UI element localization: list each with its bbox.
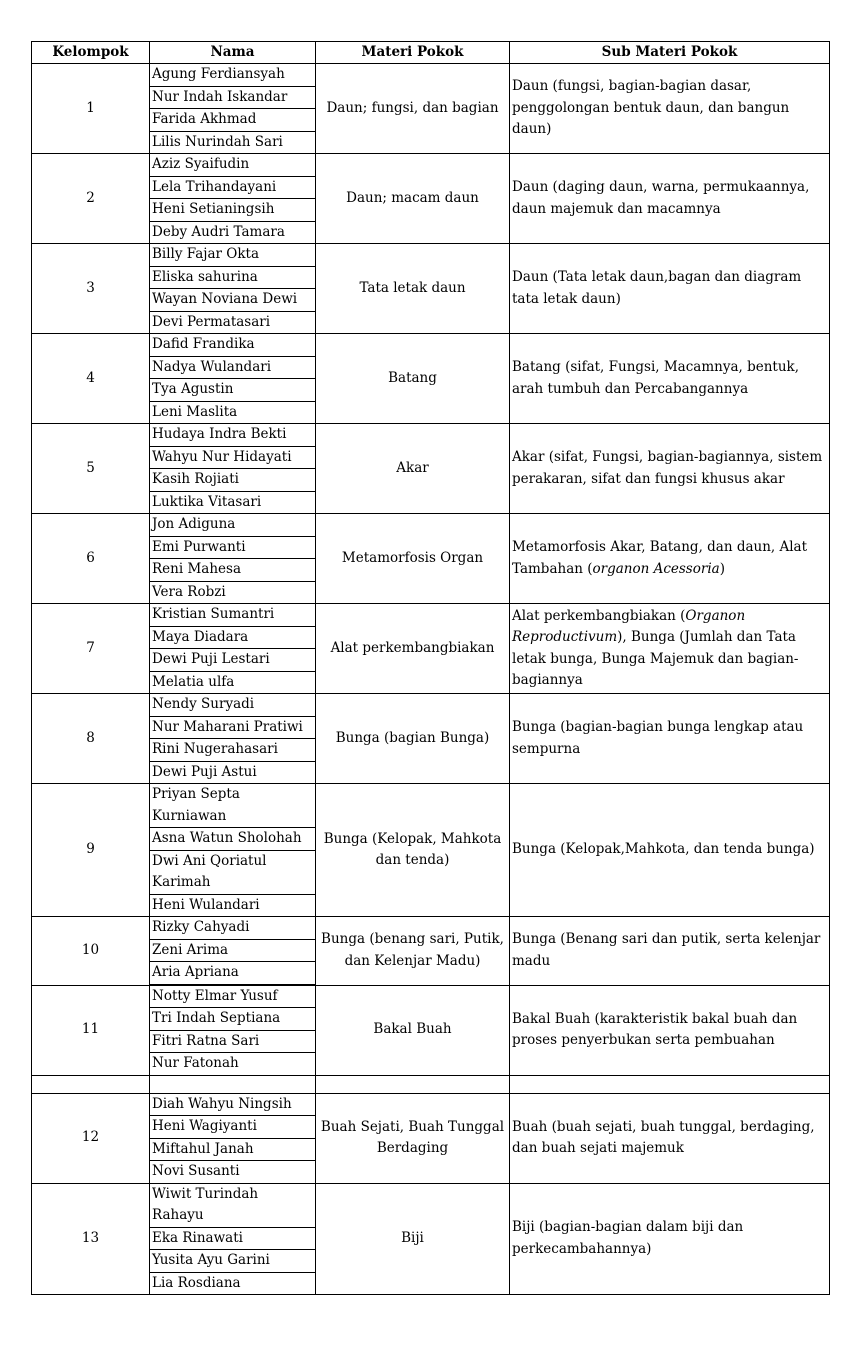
member-name: Miftahul Janah bbox=[150, 1138, 316, 1161]
member-name: Vera Robzi bbox=[150, 581, 316, 604]
kelompok-number: 3 bbox=[32, 244, 150, 334]
table-row bbox=[32, 1093, 830, 1116]
kelompok-number: 7 bbox=[32, 604, 150, 694]
sub-materi-text: Bunga (Kelopak,Mahkota, dan tenda bunga) bbox=[512, 841, 815, 858]
kelompok-number: 5 bbox=[32, 424, 150, 514]
member-name: Leni Maslita bbox=[150, 401, 316, 424]
materi-pokok: Daun; fungsi, dan bagian bbox=[316, 64, 510, 154]
table-row bbox=[32, 694, 830, 717]
materi-pokok: Alat perkembangbiakan bbox=[316, 604, 510, 694]
member-name: Rizky Cahyadi bbox=[150, 917, 316, 940]
sub-materi-text: Bunga (bagian-bagian bunga lengkap atau sempurna bbox=[512, 719, 804, 757]
sub-materi-text: ), Bunga (Jumlah dan Tata letak bunga, Bunga Majemuk dan bagian-bagiannya bbox=[512, 629, 799, 688]
member-name: Heni Wulandari bbox=[150, 894, 316, 917]
member-name: Dewi Puji Lestari bbox=[150, 649, 316, 672]
sub-materi-text: Metamorfosis Akar, Batang, dan daun, Alat Tambahan ( bbox=[512, 539, 808, 577]
member-name: Reni Mahesa bbox=[150, 559, 316, 582]
member-name: Dewi Puji Astui bbox=[150, 761, 316, 784]
member-name: Billy Fajar Okta bbox=[150, 244, 316, 267]
member-name: Nur Maharani Pratiwi bbox=[150, 716, 316, 739]
member-name: Kristian Sumantri bbox=[150, 604, 316, 627]
sub-materi-text: Daun (daging daun, warna, permukaannya, daun majemuk dan macamnya bbox=[512, 179, 810, 217]
sub-materi-text: Batang (sifat, Fungsi, Macamnya, bentuk, arah tumbuh dan Percabangannya bbox=[512, 359, 800, 397]
kelompok-number: 2 bbox=[32, 154, 150, 244]
materi-pokok: Bunga (bagian Bunga) bbox=[316, 694, 510, 784]
sub-materi-text: Buah (buah sejati, buah tunggal, berdaging, dan buah sejati majemuk bbox=[512, 1118, 815, 1156]
table-body bbox=[32, 64, 830, 1295]
sub-materi-italic-text: organon Acessoria bbox=[592, 560, 720, 577]
materi-pokok: Batang bbox=[316, 334, 510, 424]
kelompok-number: 9 bbox=[32, 784, 150, 917]
sub-materi-pokok bbox=[510, 1183, 830, 1295]
member-name: Asna Watun Sholohah bbox=[150, 828, 316, 851]
sub-materi-pokok bbox=[510, 334, 830, 424]
member-name: Lia Rosdiana bbox=[150, 1272, 316, 1295]
member-name: Nur Fatonah bbox=[150, 1053, 316, 1076]
member-name: Devi Permatasari bbox=[150, 311, 316, 334]
materi-pokok: Daun; macam daun bbox=[316, 154, 510, 244]
spacer-row bbox=[32, 1075, 830, 1093]
sub-materi-pokok bbox=[510, 694, 830, 784]
empty-cell bbox=[150, 1075, 316, 1093]
kelompok-number: 6 bbox=[32, 514, 150, 604]
member-name: Nendy Suryadi bbox=[150, 694, 316, 717]
member-name: Emi Purwanti bbox=[150, 536, 316, 559]
kelompok-number: 12 bbox=[32, 1093, 150, 1183]
member-name: Yusita Ayu Garini bbox=[150, 1250, 316, 1273]
member-name: Dwi Ani Qoriatul Karimah bbox=[150, 850, 316, 894]
kelompok-number: 13 bbox=[32, 1183, 150, 1295]
sub-materi-pokok bbox=[510, 784, 830, 917]
member-name: Notty Elmar Yusuf bbox=[150, 985, 316, 1008]
member-name: Farida Akhmad bbox=[150, 109, 316, 132]
sub-materi-pokok bbox=[510, 424, 830, 514]
table-row bbox=[32, 604, 830, 627]
sub-materi-text: Daun (fungsi, bagian-bagian dasar, penggolongan bentuk daun, dan bangun daun) bbox=[512, 78, 790, 138]
member-name: Heni Wagiyanti bbox=[150, 1116, 316, 1139]
kelompok-number: 1 bbox=[32, 64, 150, 154]
sub-materi-pokok bbox=[510, 244, 830, 334]
table-row bbox=[32, 154, 830, 177]
table-row bbox=[32, 244, 830, 267]
member-name: Heni Setianingsih bbox=[150, 199, 316, 222]
member-name: Deby Audri Tamara bbox=[150, 221, 316, 244]
materi-pokok: Metamorfosis Organ bbox=[316, 514, 510, 604]
member-name: Tri Indah Septiana bbox=[150, 1008, 316, 1031]
table-row bbox=[32, 1183, 830, 1227]
sub-materi-italic-text: Organon Reproductivum bbox=[512, 607, 746, 645]
header-nama: Nama bbox=[150, 42, 316, 64]
member-name: Agung Ferdiansyah bbox=[150, 64, 316, 87]
member-name: Rini Nugerahasari bbox=[150, 739, 316, 762]
member-name: Tya Agustin bbox=[150, 379, 316, 402]
member-name: Nadya Wulandari bbox=[150, 356, 316, 379]
materi-pokok: Akar bbox=[316, 424, 510, 514]
member-name: Zeni Arima bbox=[150, 939, 316, 962]
materi-pokok: Biji bbox=[316, 1183, 510, 1295]
member-name: Melatia ulfa bbox=[150, 671, 316, 694]
member-name: Diah Wahyu Ningsih bbox=[150, 1093, 316, 1116]
member-name: Novi Susanti bbox=[150, 1161, 316, 1184]
sub-materi-pokok bbox=[510, 604, 830, 694]
table-row bbox=[32, 784, 830, 828]
kelompok-number: 8 bbox=[32, 694, 150, 784]
sub-materi-text: Biji (bagian-bagian dalam biji dan perkecambahannya) bbox=[512, 1219, 744, 1257]
materi-pokok: Tata letak daun bbox=[316, 244, 510, 334]
member-name: Priyan Septa Kurniawan bbox=[150, 784, 316, 828]
sub-materi-pokok bbox=[510, 985, 830, 1075]
sub-materi-text: Bakal Buah (karakteristik bakal buah dan proses penyerbukan serta pembuahan bbox=[512, 1010, 798, 1048]
sub-materi-text: Alat perkembangbiakan ( bbox=[512, 607, 686, 624]
member-name: Fitri Ratna Sari bbox=[150, 1030, 316, 1053]
table-row bbox=[32, 917, 830, 940]
sub-materi-text: Bunga (Benang sari dan putik, serta kelenjar madu bbox=[512, 931, 821, 969]
materi-pokok: Bunga (benang sari, Putik, dan Kelenjar Madu) bbox=[316, 917, 510, 986]
member-name: Eliska sahurina bbox=[150, 266, 316, 289]
kelompok-number: 4 bbox=[32, 334, 150, 424]
group-assignment-table bbox=[31, 41, 830, 1295]
member-name: Kasih Rojiati bbox=[150, 469, 316, 492]
materi-pokok: Bunga (Kelopak, Mahkota dan tenda) bbox=[316, 784, 510, 917]
empty-cell bbox=[316, 1075, 510, 1093]
member-name: Jon Adiguna bbox=[150, 514, 316, 537]
table-row bbox=[32, 334, 830, 357]
member-name: Maya Diadara bbox=[150, 626, 316, 649]
header-row bbox=[32, 42, 830, 64]
table-row bbox=[32, 514, 830, 537]
table-row bbox=[32, 64, 830, 87]
header-kelompok: Kelompok bbox=[32, 42, 150, 64]
sub-materi-text: Akar (sifat, Fungsi, bagian-bagiannya, sistem perakaran, sifat dan fungsi khusus akar bbox=[512, 449, 823, 487]
member-name: Dafid Frandika bbox=[150, 334, 316, 357]
materi-pokok: Buah Sejati, Buah Tunggal Berdaging bbox=[316, 1093, 510, 1183]
member-name: Eka Rinawati bbox=[150, 1227, 316, 1250]
kelompok-number: 10 bbox=[32, 917, 150, 986]
sub-materi-pokok bbox=[510, 154, 830, 244]
member-name: Lela Trihandayani bbox=[150, 176, 316, 199]
member-name: Lilis Nurindah Sari bbox=[150, 131, 316, 154]
member-name: Aziz Syaifudin bbox=[150, 154, 316, 177]
header-sub-materi-pokok: Sub Materi Pokok bbox=[510, 42, 830, 64]
member-name: Wahyu Nur Hidayati bbox=[150, 446, 316, 469]
header-materi-pokok: Materi Pokok bbox=[316, 42, 510, 64]
member-name: Luktika Vitasari bbox=[150, 491, 316, 514]
empty-cell bbox=[32, 1075, 150, 1093]
materi-pokok: Bakal Buah bbox=[316, 985, 510, 1075]
member-name: Wayan Noviana Dewi bbox=[150, 289, 316, 312]
table-row bbox=[32, 985, 830, 1008]
member-name: Hudaya Indra Bekti bbox=[150, 424, 316, 447]
member-name: Nur Indah Iskandar bbox=[150, 86, 316, 109]
sub-materi-text: ) bbox=[719, 560, 725, 577]
table-row bbox=[32, 424, 830, 447]
member-name: Aria Apriana bbox=[150, 962, 316, 985]
sub-materi-pokok bbox=[510, 514, 830, 604]
empty-cell bbox=[510, 1075, 830, 1093]
kelompok-number: 11 bbox=[32, 985, 150, 1075]
sub-materi-text: Daun (Tata letak daun,bagan dan diagram tata letak daun) bbox=[512, 269, 802, 307]
sub-materi-pokok bbox=[510, 917, 830, 986]
sub-materi-pokok bbox=[510, 64, 830, 154]
sub-materi-pokok bbox=[510, 1093, 830, 1183]
member-name: Wiwit Turindah Rahayu bbox=[150, 1183, 316, 1227]
